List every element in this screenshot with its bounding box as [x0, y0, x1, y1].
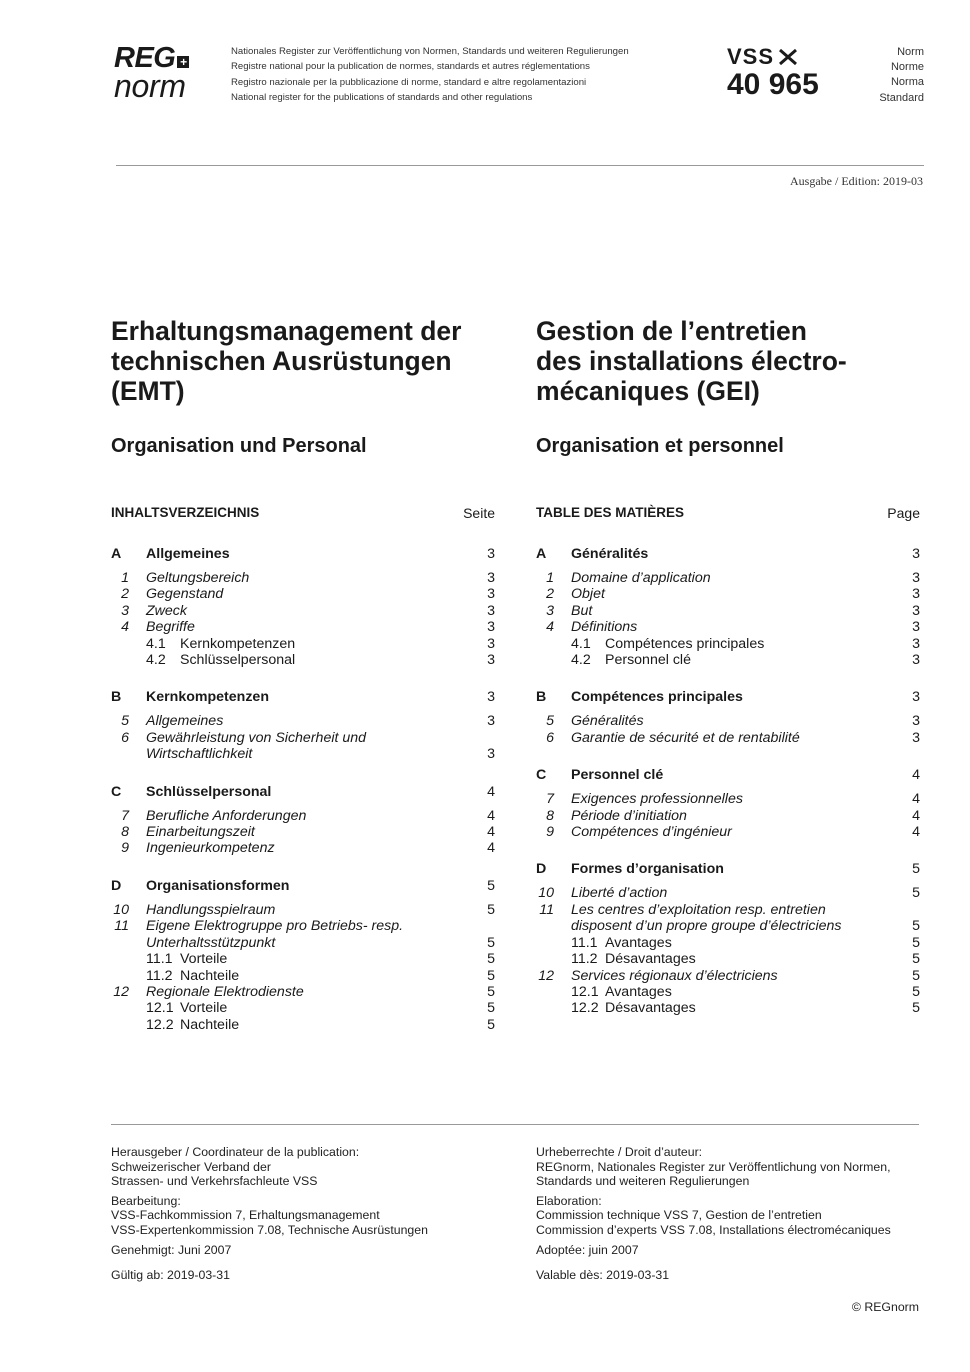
- entry-title-wrap: [146, 1017, 495, 1033]
- entry-title-wrap: [571, 902, 920, 935]
- publisher-line: Strassen- und Verkehrsfachleute VSS: [111, 1174, 318, 1189]
- entry-number: 6: [546, 729, 554, 746]
- entry-title: Désavantages: [605, 951, 696, 968]
- section-letter: D: [536, 861, 547, 878]
- entry-number: 4: [546, 619, 554, 636]
- toc-entry[interactable]: [111, 1000, 495, 1016]
- entry-page: 5: [487, 983, 495, 1000]
- section-name: Généralités: [571, 546, 649, 562]
- entry-title: Généralités: [571, 713, 644, 730]
- toc-fr: [536, 505, 920, 1017]
- subentry-number: 4.2: [571, 652, 591, 669]
- subentry-number: 11.2: [146, 967, 173, 984]
- register-description: [231, 44, 629, 106]
- entry-title-wrap: [571, 885, 920, 901]
- vss-arrows-icon: [777, 47, 799, 67]
- title-fr-line: Gestion de l’entretien: [536, 316, 807, 346]
- copyright-line: Standards und weiteren Regulierungen: [536, 1174, 750, 1189]
- toc-section: [111, 784, 495, 857]
- toc-section: [536, 689, 920, 746]
- toc-section-heading[interactable]: [111, 784, 495, 804]
- title-de-line: Erhaltungsmanagement der: [111, 316, 462, 346]
- entry-page: 4: [912, 824, 920, 841]
- entry-title: Zweck: [146, 602, 187, 619]
- regnorm-logo: [114, 44, 214, 104]
- entry-title-wrap: [146, 824, 495, 840]
- entry-title: Avantages: [605, 934, 672, 951]
- entry-title-wrap: [146, 840, 495, 856]
- toc-entry[interactable]: [536, 586, 920, 602]
- entry-title: Gewährleistung von Sicherheit und Wirtschaftlichkeit: [146, 729, 367, 763]
- entry-title: Berufliche Anforderungen: [146, 807, 307, 824]
- entry-title: Personnel clé: [605, 652, 691, 669]
- section-page: 5: [912, 861, 920, 878]
- entry-title-wrap: [146, 603, 495, 619]
- entry-number: 8: [121, 824, 129, 841]
- toc-label: TABLE DES MATIÈRES: [536, 505, 685, 520]
- entry-number: 9: [546, 824, 554, 841]
- entry-title: Nachteile: [180, 1016, 240, 1033]
- title-fr-line: des installations électro-: [536, 346, 847, 376]
- toc-section-heading[interactable]: [536, 689, 920, 709]
- section-name: Compétences principales: [571, 689, 743, 706]
- toc-entry[interactable]: [111, 808, 495, 824]
- entry-page: 3: [487, 619, 495, 636]
- entry-title: Ingenieurkompetenz: [146, 840, 275, 857]
- entry-title-wrap: [146, 586, 495, 602]
- entry-page: 3: [912, 729, 920, 746]
- entry-number: 3: [546, 602, 554, 619]
- toc-section-heading[interactable]: [111, 878, 495, 898]
- copyright-notice: © REGnorm: [851, 1300, 919, 1314]
- swiss-cross-icon: +: [177, 56, 189, 68]
- entry-title-wrap: [146, 730, 495, 763]
- entry-title: Begriffe: [146, 619, 195, 636]
- footer-left: [111, 1145, 511, 1283]
- toc-entry[interactable]: [536, 902, 920, 935]
- toc-entry[interactable]: [111, 586, 495, 602]
- toc-section-heading[interactable]: [111, 689, 495, 709]
- entry-page: 3: [912, 652, 920, 669]
- toc-header: [111, 505, 495, 525]
- entry-title: Objet: [571, 586, 605, 603]
- toc-entry[interactable]: [536, 652, 920, 668]
- subentry-number: 4.2: [146, 652, 166, 669]
- entry-title: Désavantages: [605, 1000, 696, 1017]
- section-name: Organisationsformen: [146, 877, 290, 894]
- section-page: 4: [487, 783, 495, 800]
- toc-header: [536, 505, 920, 525]
- toc-entry[interactable]: [536, 824, 920, 840]
- approved-date: Adoptée: juin 2007: [536, 1242, 639, 1257]
- entry-page: 3: [487, 713, 495, 730]
- toc-de: [111, 505, 495, 1033]
- toc-entry[interactable]: [536, 1000, 920, 1016]
- entry-page: 5: [487, 901, 495, 918]
- norm-word-it: Norma: [890, 76, 924, 89]
- entry-title-wrap: [571, 652, 920, 668]
- entry-title-wrap: [146, 951, 495, 967]
- toc-entry[interactable]: [111, 713, 495, 729]
- entry-title-wrap: [571, 968, 920, 984]
- entry-title-wrap: [571, 619, 920, 635]
- norm-type-labels: [879, 45, 924, 106]
- entry-number: 5: [546, 713, 554, 730]
- copyright-line: REGnorm, Nationales Register zur Veröffentlichung von Normen,: [536, 1159, 891, 1174]
- toc-entry[interactable]: [536, 619, 920, 635]
- entry-page: 3: [487, 586, 495, 603]
- footer-right: [536, 1145, 936, 1283]
- toc-section: [111, 689, 495, 762]
- section-letter: B: [111, 689, 122, 706]
- entry-title: Nachteile: [180, 967, 240, 984]
- entry-title-wrap: [571, 791, 920, 807]
- entry-number: 7: [121, 807, 129, 824]
- entry-page: 3: [912, 602, 920, 619]
- entry-title: Définitions: [571, 619, 638, 636]
- entry-page: 5: [912, 918, 920, 935]
- entry-number: 3: [121, 602, 129, 619]
- entry-number: 11: [114, 918, 129, 935]
- footer-divider: [111, 1124, 919, 1125]
- entry-page: 4: [912, 791, 920, 808]
- entry-page: 5: [487, 1000, 495, 1017]
- section-letter: A: [536, 546, 547, 562]
- title-de: [111, 316, 511, 406]
- entry-page: 3: [912, 619, 920, 636]
- entry-page: 3: [912, 586, 920, 603]
- toc-entry[interactable]: [536, 603, 920, 619]
- entry-number: 10: [538, 885, 554, 902]
- logo-norm-text: norm: [114, 68, 186, 104]
- entry-page: 4: [487, 824, 495, 841]
- section-name: Personnel clé: [571, 767, 664, 784]
- section-page: 3: [912, 546, 920, 562]
- toc-section-heading[interactable]: [536, 861, 920, 881]
- toc-section-heading[interactable]: [111, 546, 495, 566]
- section-page: 3: [912, 689, 920, 706]
- register-line-it: Registro nazionale per la pubblicazione di norme, standard e altre regolamentazioni: [231, 76, 587, 88]
- toc-entry[interactable]: [111, 636, 495, 652]
- section-letter: C: [536, 767, 547, 784]
- entry-page: 5: [487, 934, 495, 951]
- toc-entry[interactable]: [536, 636, 920, 652]
- register-line-de: Nationales Register zur Veröffentlichung von Normen, Standards und weiteren Regulierungen: [231, 46, 629, 57]
- entry-title: Période d’initiation: [571, 807, 687, 824]
- entry-title-wrap: [571, 730, 920, 746]
- entry-title-wrap: [571, 1000, 920, 1016]
- publisher-line: Schweizerischer Verband der: [111, 1159, 271, 1174]
- editing-line: Commission technique VSS 7, Gestion de l’entretien: [536, 1208, 822, 1223]
- register-line-en: National register for the publications of standards and other regulations: [231, 92, 533, 104]
- entry-title-wrap: [146, 808, 495, 824]
- entry-number: 8: [546, 807, 554, 824]
- entry-page: 5: [487, 967, 495, 984]
- toc-page-label: Seite: [463, 505, 495, 521]
- entry-page: 4: [487, 807, 495, 824]
- section-page: 5: [487, 877, 495, 894]
- subentry-number: 11.2: [571, 951, 598, 968]
- toc-label: INHALTSVERZEICHNIS: [111, 505, 260, 520]
- toc-entry[interactable]: [111, 603, 495, 619]
- toc-entry[interactable]: [536, 935, 920, 951]
- section-letter: B: [536, 689, 547, 706]
- norm-word-en: Standard: [879, 91, 924, 104]
- entry-title: Allgemeines: [146, 713, 224, 730]
- section-letter: C: [111, 783, 122, 800]
- toc-entry[interactable]: [111, 824, 495, 840]
- entry-title-wrap: [571, 603, 920, 619]
- toc-entry[interactable]: [111, 619, 495, 635]
- toc-entry[interactable]: [536, 984, 920, 1000]
- toc-entry[interactable]: [111, 902, 495, 918]
- entry-number: 11: [539, 901, 554, 918]
- entry-number: 7: [546, 791, 554, 808]
- entry-page: 4: [912, 807, 920, 824]
- standard-number: 40 965: [727, 68, 819, 101]
- entry-title-wrap: [571, 570, 920, 586]
- register-line-fr: Registre national pour la publication de normes, standards et autres réglementations: [231, 61, 590, 73]
- vss-brand: VSS: [727, 44, 775, 69]
- entry-title-wrap: [571, 713, 920, 729]
- toc-section-heading[interactable]: [536, 546, 920, 566]
- editing-line: VSS-Expertenkommission 7.08, Technische Ausrüstungen: [111, 1222, 428, 1237]
- entry-title-wrap: [146, 652, 495, 668]
- section-name: Allgemeines: [146, 546, 230, 562]
- toc-entry[interactable]: [111, 951, 495, 967]
- entry-title: But: [571, 602, 593, 619]
- entry-number: 12: [538, 967, 554, 984]
- entry-number: 2: [546, 586, 554, 603]
- entry-title-wrap: [146, 1000, 495, 1016]
- section-name: Formes d’organisation: [571, 861, 724, 878]
- edition-date: Ausgabe / Edition: 2019-03: [790, 174, 923, 188]
- subentry-number: 12.2: [571, 1000, 599, 1017]
- logo-reg-text: REG: [114, 42, 176, 74]
- toc-section: [536, 546, 920, 668]
- section-page: 3: [487, 546, 495, 562]
- entry-title-wrap: [146, 968, 495, 984]
- norm-word-de: Norm: [897, 46, 924, 58]
- entry-title-wrap: [571, 951, 920, 967]
- valid-from: Gültig ab: 2019-03-31: [111, 1268, 230, 1283]
- entry-title: Einarbeitungszeit: [146, 824, 255, 841]
- entry-number: 6: [121, 729, 129, 746]
- valid-from: Valable dès: 2019-03-31: [536, 1268, 670, 1283]
- title-de-line: technischen Ausrüstungen: [111, 346, 452, 376]
- entry-title: Vorteile: [180, 951, 228, 968]
- entry-number: 10: [113, 901, 129, 918]
- entry-title: Domaine d’application: [571, 570, 711, 586]
- entry-title: Eigene Elektrogruppe pro Betriebs- resp. Unterhaltsstützpunkt: [146, 918, 404, 951]
- entry-title: Regionale Elektrodienste: [146, 983, 304, 1000]
- entry-title-wrap: [571, 586, 920, 602]
- entry-title-wrap: [146, 636, 495, 652]
- entry-page: 3: [487, 602, 495, 619]
- header-divider: [116, 165, 924, 166]
- toc-entry[interactable]: [536, 885, 920, 901]
- entry-title: Handlungsspielraum: [146, 901, 276, 918]
- entry-title-wrap: [571, 935, 920, 951]
- editing-line: VSS-Fachkommission 7, Erhaltungsmanagement: [111, 1208, 380, 1223]
- entry-title-wrap: [146, 619, 495, 635]
- subentry-number: 11.1: [571, 934, 598, 951]
- toc-entry[interactable]: [111, 730, 495, 763]
- entry-page: 3: [487, 652, 495, 669]
- section-name: Schlüsselpersonal: [146, 783, 272, 800]
- entry-title: Les centres d’exploitation resp. entretien disposent d’un propre groupe d’électriciens: [571, 901, 842, 935]
- editing-label: Elaboration:: [536, 1193, 602, 1208]
- entry-number: 1: [121, 570, 129, 586]
- entry-page: 3: [912, 713, 920, 730]
- entry-page: 3: [487, 635, 495, 652]
- entry-title: Garantie de sécurité et de rentabilité: [571, 729, 800, 746]
- entry-title: Geltungsbereich: [146, 570, 250, 586]
- toc-entry[interactable]: [111, 1017, 495, 1033]
- entry-title-wrap: [571, 984, 920, 1000]
- entry-page: 3: [912, 570, 920, 586]
- entry-number: 9: [121, 840, 129, 857]
- toc-entry[interactable]: [536, 713, 920, 729]
- entry-title: Schlüsselpersonal: [180, 652, 296, 669]
- entry-number: 2: [121, 586, 129, 603]
- toc-entry[interactable]: [111, 570, 495, 586]
- toc-section: [111, 546, 495, 668]
- entry-title: Compétences d’ingénieur: [571, 824, 732, 841]
- entry-number: 12: [113, 983, 129, 1000]
- section-letter: A: [111, 546, 122, 562]
- entry-page: 5: [487, 1016, 495, 1033]
- entry-title: Vorteile: [180, 1000, 228, 1017]
- toc-entry[interactable]: [536, 968, 920, 984]
- subtitle-fr: Organisation et personnel: [536, 435, 784, 457]
- subentry-number: 4.1: [571, 635, 591, 652]
- entry-title-wrap: [146, 902, 495, 918]
- entry-title: Compétences principales: [605, 635, 765, 652]
- entry-title-wrap: [146, 570, 495, 586]
- title-de-line: (EMT): [111, 376, 185, 406]
- vss-standard-id: [727, 45, 837, 101]
- entry-title-wrap: [146, 713, 495, 729]
- entry-title: Exigences professionnelles: [571, 791, 743, 808]
- entry-page: 4: [487, 840, 495, 857]
- entry-number: 4: [121, 619, 129, 636]
- entry-page: 3: [912, 635, 920, 652]
- norm-word-fr: Norme: [890, 61, 924, 74]
- entry-page: 5: [912, 951, 920, 968]
- entry-page: 5: [912, 934, 920, 951]
- entry-title: Avantages: [605, 983, 672, 1000]
- entry-page: 5: [912, 885, 920, 902]
- entry-title-wrap: [571, 636, 920, 652]
- entry-page: 5: [912, 983, 920, 1000]
- entry-number: 1: [546, 570, 554, 586]
- toc-section: [536, 767, 920, 840]
- toc-section: [536, 861, 920, 1016]
- toc-entry[interactable]: [111, 918, 495, 951]
- entry-title-wrap: [571, 824, 920, 840]
- subentry-number: 12.1: [571, 983, 599, 1000]
- entry-number: 5: [121, 713, 129, 730]
- entry-page: 3: [487, 746, 495, 763]
- editing-line: Commission d’experts VSS 7.08, Installations électromécaniques: [536, 1222, 891, 1237]
- copyright-label: Urheberrechte / Droit d’auteur:: [536, 1145, 703, 1159]
- toc-entry[interactable]: [111, 968, 495, 984]
- section-page: 3: [487, 689, 495, 706]
- entry-page: 5: [912, 967, 920, 984]
- entry-page: 3: [487, 570, 495, 586]
- toc-section: [111, 878, 495, 1033]
- toc-entry[interactable]: [111, 652, 495, 668]
- toc-entry[interactable]: [111, 984, 495, 1000]
- entry-page: 5: [912, 1000, 920, 1017]
- entry-title: Kernkompetenzen: [180, 635, 296, 652]
- title-fr: [536, 316, 936, 406]
- subentry-number: 12.2: [146, 1016, 174, 1033]
- toc-entry[interactable]: [111, 840, 495, 856]
- publisher-label: Herausgeber / Coordinateur de la publication:: [111, 1145, 360, 1159]
- section-page: 4: [912, 767, 920, 784]
- entry-title: Liberté d’action: [571, 885, 668, 902]
- toc-page-label: Page: [887, 505, 920, 521]
- toc-entry[interactable]: [536, 951, 920, 967]
- entry-title: Services régionaux d’électriciens: [571, 967, 778, 984]
- toc-entry[interactable]: [536, 808, 920, 824]
- approved-date: Genehmigt: Juni 2007: [111, 1242, 232, 1257]
- toc-entry[interactable]: [536, 570, 920, 586]
- toc-section-heading[interactable]: [536, 767, 920, 787]
- toc-entry[interactable]: [536, 730, 920, 746]
- entry-title: Gegenstand: [146, 586, 224, 603]
- subtitle-de: Organisation und Personal: [111, 435, 367, 457]
- subentry-number: 4.1: [146, 635, 166, 652]
- title-fr-line: mécaniques (GEI): [536, 376, 760, 406]
- section-name: Kernkompetenzen: [146, 689, 269, 706]
- entry-title-wrap: [146, 984, 495, 1000]
- entry-title-wrap: [146, 918, 495, 951]
- subentry-number: 11.1: [146, 951, 173, 968]
- entry-page: 5: [487, 951, 495, 968]
- section-letter: D: [111, 877, 122, 894]
- toc-entry[interactable]: [536, 791, 920, 807]
- entry-title-wrap: [571, 808, 920, 824]
- editing-label: Bearbeitung:: [111, 1193, 181, 1208]
- subentry-number: 12.1: [146, 1000, 174, 1017]
